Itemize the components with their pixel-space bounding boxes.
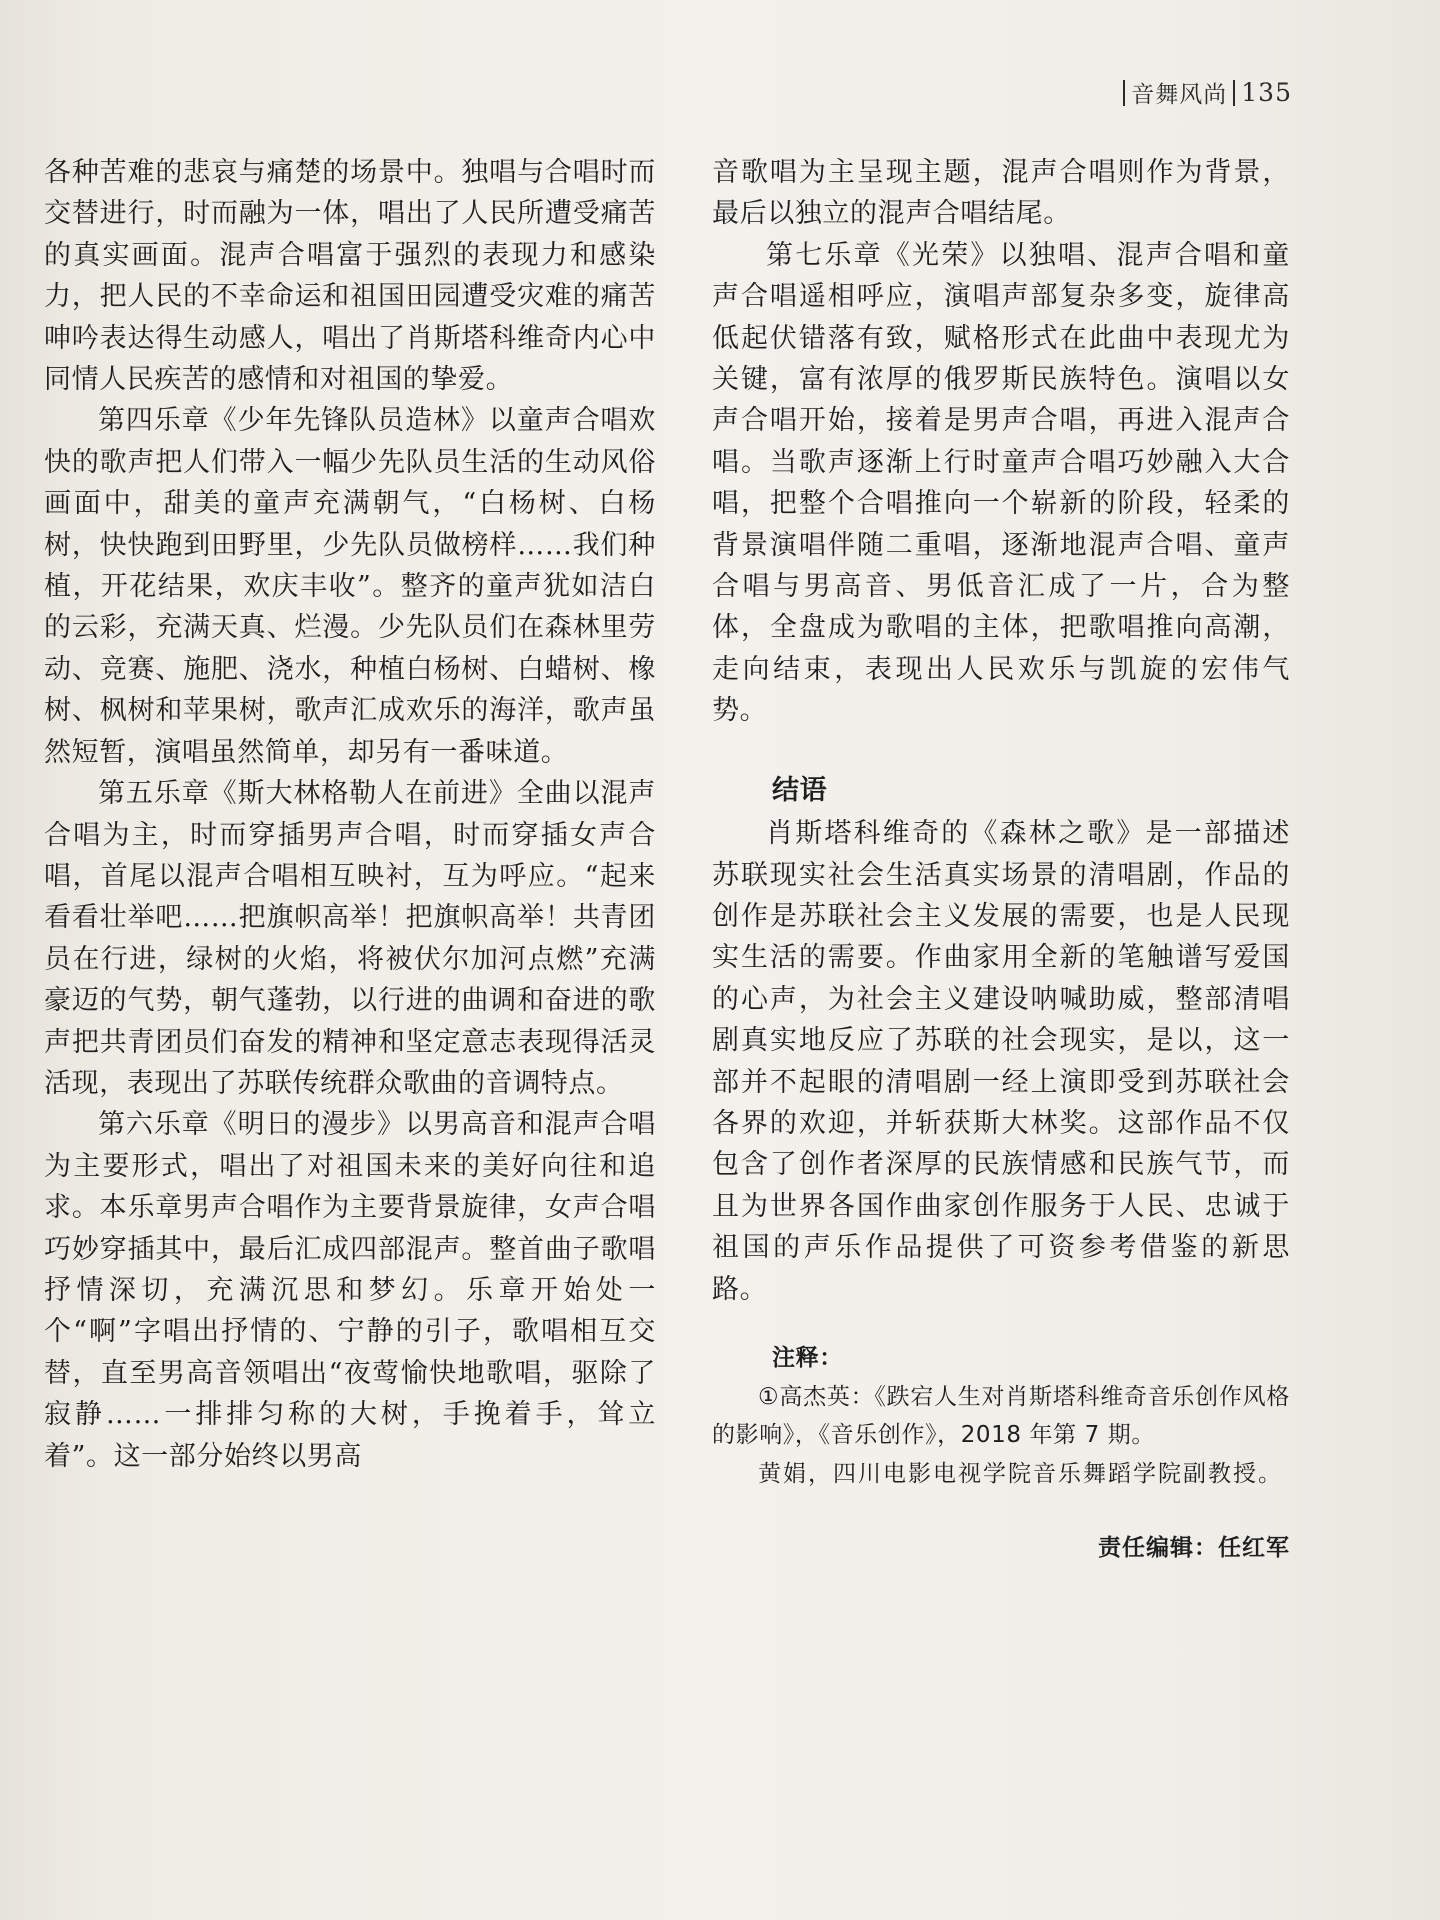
header-divider [1233, 80, 1235, 106]
paragraph: 音歌唱为主呈现主题，混声合唱则作为背景，最后以独立的混声合唱结尾。 [712, 157, 1290, 230]
running-header [1123, 76, 1292, 109]
notes-heading: 注释： [772, 1344, 843, 1371]
paragraph: 第七乐章《光荣》以独唱、混声合唱和童声合唱遥相呼应，演唱声部复杂多变，旋律高低起伏错落有致，赋格形式在此曲中表现尤为关键，富有浓厚的俄罗斯民族特色。演唱以女声合唱开始，接着是男声合唱，再进入混声合唱。当歌声逐渐上行时童声合唱巧妙融入大合唱，把整个合唱推向一个崭新的阶段，轻柔的背景演唱伴随二重唱，逐渐地混声合唱、童声合唱与男高音、男低音汇成了一片，合为整体，全盘成为歌唱的主体，把歌唱推向高潮，走向结束，表现出人民欢乐与凯旋的宏伟气势。 [712, 239, 1290, 727]
author-bio: 黄娟，四川电影电视学院音乐舞蹈学院副教授。 [758, 1460, 1283, 1487]
header-divider [1123, 80, 1125, 106]
page-number: 135 [1241, 78, 1292, 107]
conclusion-heading: 结语 [772, 774, 828, 806]
paragraph: 各种苦难的悲哀与痛楚的场景中。独唱与合唱时而交替进行，时而融为一体，唱出了人民所遭受痛苦的真实画面。混声合唱富于强烈的表现力和感染力，把人民的不幸命运和祖国田园遭受灾难的痛苦呻吟表达得生动感人，唱出了肖斯塔科维奇内心中同情人民疾苦的感情和对祖国的挚爱。 [44, 157, 656, 396]
paragraph: 第六乐章《明日的漫步》以男高音和混声合唱为主要形式，唱出了对祖国未来的美好向往和追求。本乐章男声合唱作为主要背景旋律，女声合唱巧妙穿插其中，最后汇成四部混声。整首曲子歌唱抒情深切，充满沉思和梦幻。乐章开始处一个“啊”字唱出抒情的、宁静的引子，歌唱相互交替，直至男高音领唱出“夜莺愉快地歌唱，驱除了寂静……一排排匀称的大树，手挽着手，耸立着”。这一部分始终以男高 [44, 1109, 656, 1472]
conclusion-paragraph: 肖斯塔科维奇的《森林之歌》是一部描述苏联现实社会生活真实场景的清唱剧，作品的创作是苏联社会主义发展的需要，也是人民现实生活的需要。作曲家用全新的笔触谱写爱国的心声，为社会主义建设呐喊助威，整部清唱剧真实地反应了苏联的社会现实，是以，这一部并不起眼的清唱剧一经上演即受到苏联社会各界的欢迎，并斩获斯大林奖。这部作品不仅包含了创作者深厚的民族情感和民族气节，而且为世界各国作曲家创作服务于人民、忠诚于祖国的声乐作品提供了可资参考借鉴的新思路。 [712, 818, 1290, 1305]
left-column [44, 152, 656, 1477]
paragraph: 第五乐章《斯大林格勒人在前进》全曲以混声合唱为主，时而穿插男声合唱，时而穿插女声合唱，首尾以混声合唱相互映衬，互为呼应。“起来看看壮举吧……把旗帜高举！把旗帜高举！共青团员在行进，绿树的火焰，将被伏尔加河点燃”充满豪迈的气势，朝气蓬勃，以行进的曲调和奋进的歌声把共青团员们奋发的精神和坚定意志表现得活灵活现，表现出了苏联传统群众歌曲的音调特点。 [44, 778, 656, 1099]
right-column [712, 152, 1290, 1569]
header-section-title: 音舞风尚 [1131, 82, 1228, 108]
responsible-editor: 责任编辑：任红军 [1098, 1534, 1290, 1561]
paragraph: 第四乐章《少年先锋队员造林》以童声合唱欢快的歌声把人们带入一幅少先队员生活的生动风俗画面中，甜美的童声充满朝气，“白杨树、白杨树，快快跑到田野里，少先队员做榜样……我们种植，开花结果，欢庆丰收”。整齐的童声犹如洁白的云彩，充满天真、烂漫。少先队员们在森林里劳动、竞赛、施肥、浇水，种植白杨树、白蜡树、橡树、枫树和苹果树，歌声汇成欢乐的海洋，歌声虽然短暂，演唱虽然简单，却另有一番味道。 [44, 405, 656, 768]
footnote: ①高杰英：《跌宕人生对肖斯塔科维奇音乐创作风格的影响》，《音乐创作》，2018 年第 7 期。 [712, 1383, 1290, 1448]
